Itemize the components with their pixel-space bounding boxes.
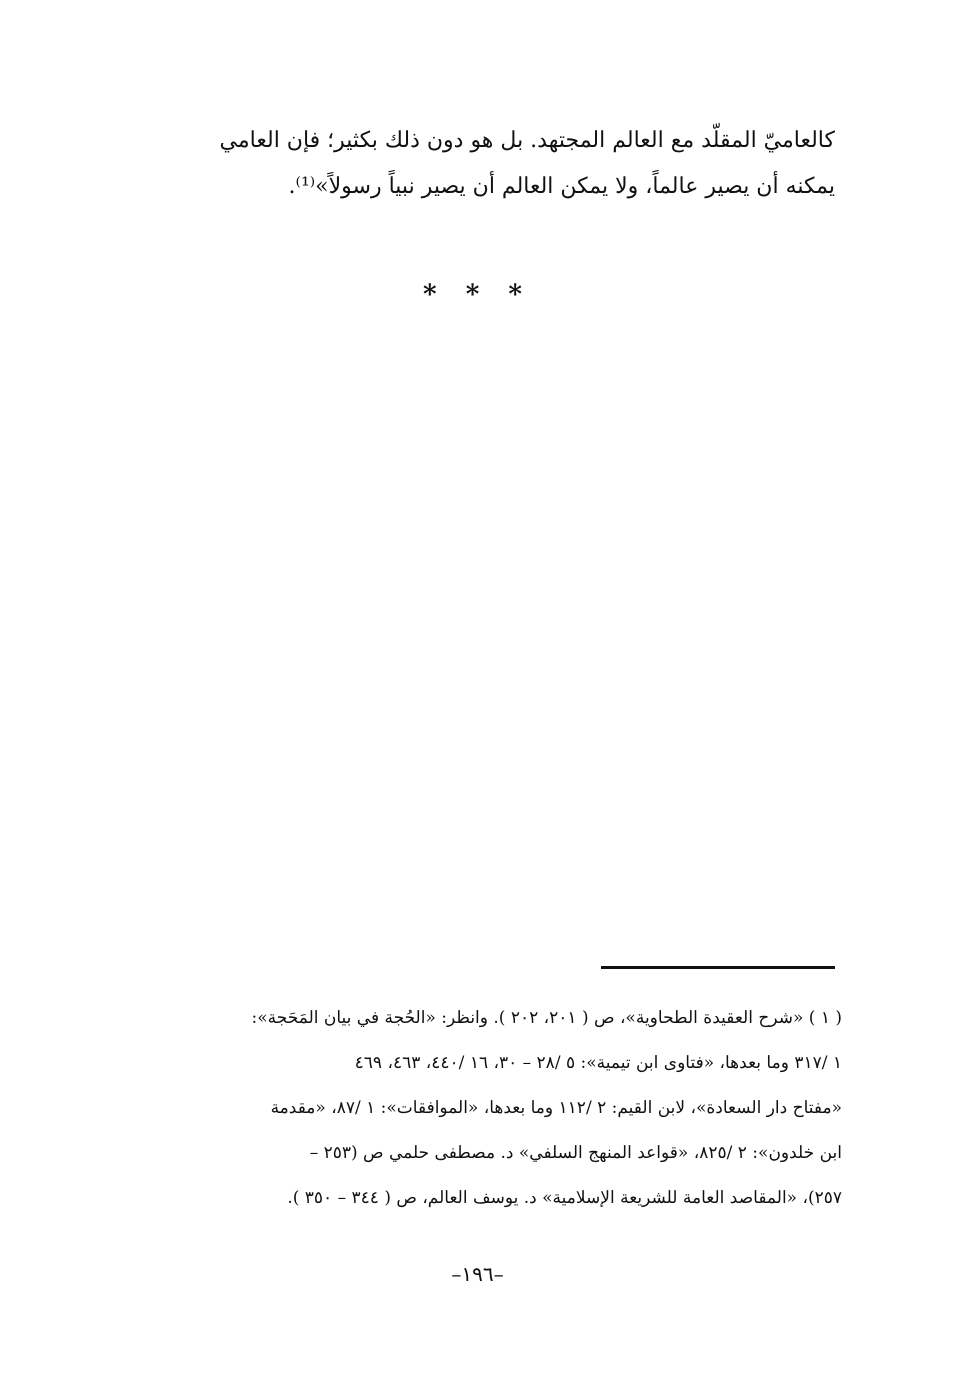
footnote-divider [601, 966, 835, 969]
footnote-line-3: «مفتاح دار السعادة»، لابن القيم: ٢ /١١٢ وما بعدها، «الموافقات»: ١ /٨٧، «مقدمة [270, 1098, 842, 1118]
footnote-line-1: ( ١ ) «شرح العقيدة الطحاوية»، ص ( ٢٠١، ٢٠٢ ). وانظر: «الحُجة في بيان المَحَجة»: [251, 1008, 842, 1028]
paragraph-line-1: كالعاميّ المقلّد مع العالم المجتهد. بل هو دون ذلك بكثير؛ فإن العامي [219, 128, 835, 153]
paragraph-line-2: يمكنه أن يصير عالماً، ولا يمكن العالم أن يصير نبياً رسولاً»⁽¹⁾. [288, 174, 835, 199]
footnote-line-5: ٢٥٧)، «المقاصد العامة للشريعة الإسلامية» د. يوسف العالم، ص ( ٣٤٤ – ٣٥٠ ). [287, 1188, 842, 1208]
main-paragraph [120, 118, 835, 210]
footnote-line-4: ابن خلدون»: ٢ /٨٢٥، «قواعد المنهج السلفي» د. مصطفى حلمي ص (٢٥٣ – [309, 1143, 842, 1163]
footnote-line-2: ١ /٣١٧ وما بعدها، «فتاوى ابن تيمية»: ٥ /٢٨ – ٣٠، ١٦ /٤٤٠، ٤٦٣، ٤٦٩ [354, 1053, 842, 1073]
section-separator-stars: * * * [423, 280, 532, 310]
page-number: –١٩٦– [451, 1262, 504, 1286]
footnotes-block [135, 996, 842, 1221]
